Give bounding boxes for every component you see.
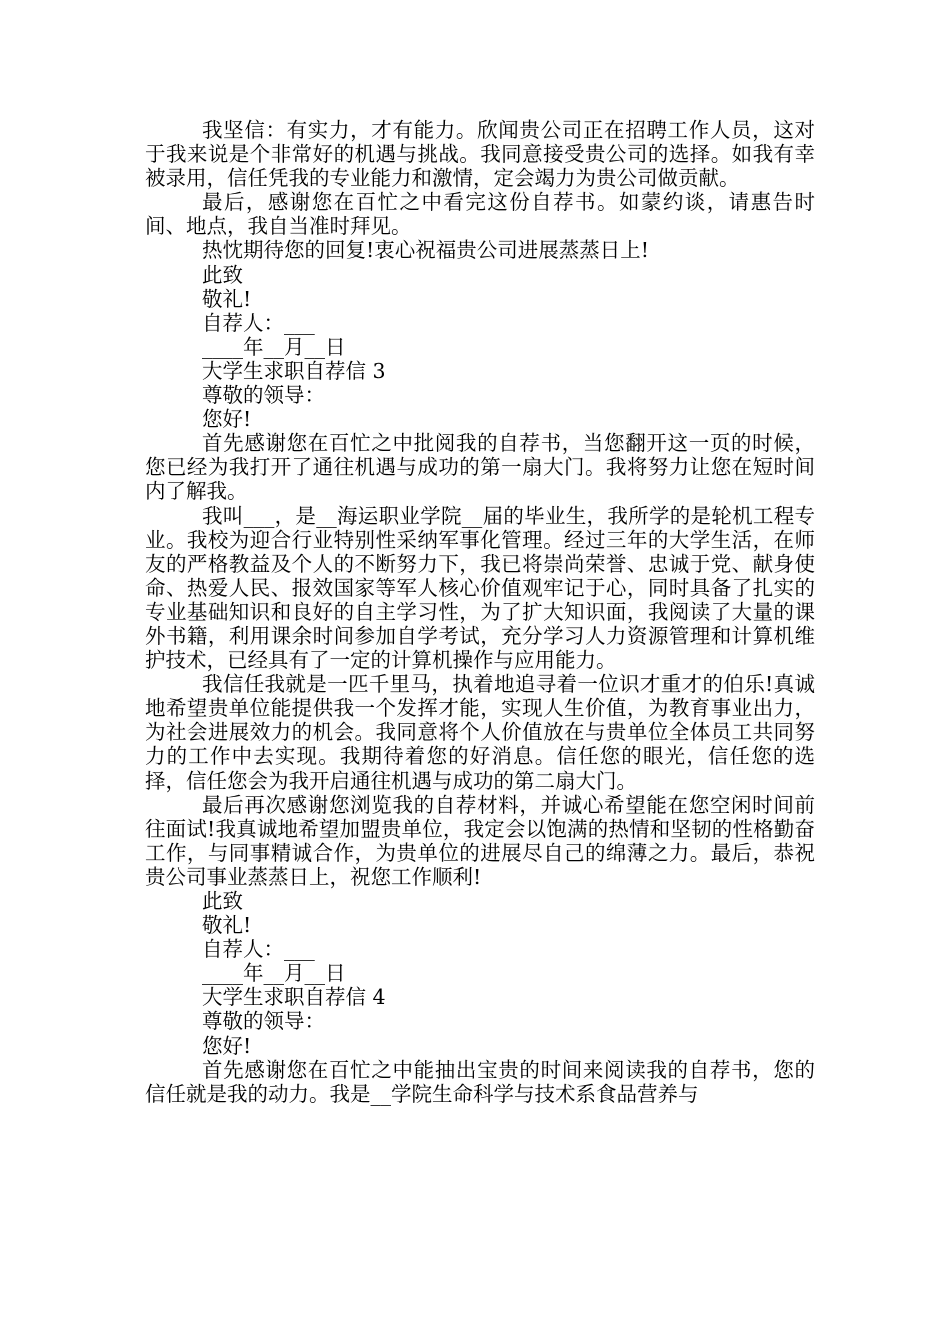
paragraph: 最后再次感谢您浏览我的自荐材料，并诚心希望能在您空闲时间前往面试!我真诚地希望加盟贵单位，我定会以饱满的热情和坚韧的性格勤奋工作，与同事精诚合作，为贵单位的进展尽自己的绵薄之力。最后，恭祝贵公司事业蒸蒸日上，祝您工作顺利! bbox=[145, 792, 815, 889]
document-body bbox=[145, 118, 815, 1106]
greeting: 您好! bbox=[202, 407, 252, 432]
date-line: ____年__月__日 bbox=[202, 334, 346, 359]
greeting: 尊敬的领导： bbox=[202, 1009, 325, 1034]
greeting: 尊敬的领导： bbox=[202, 383, 325, 408]
paragraph: 首先感谢您在百忙之中批阅我的自荐书，当您翻开这一页的时候，您已经为我打开了通往机遇与成功的第一扇大门。我将努力让您在短时间内了解我。 bbox=[145, 431, 815, 504]
signature-line: 自荐人：___ bbox=[202, 937, 315, 962]
paragraph: 最后，感谢您在百忙之中看完这份自荐书。如蒙约谈，请惠告时间、地点，我自当准时拜见。 bbox=[145, 190, 815, 239]
section-heading: 大学生求职自荐信 3 bbox=[202, 358, 386, 383]
paragraph: 我叫___，是__海运职业学院__届的毕业生，我所学的是轮机工程专业。我校为迎合行业特别性采纳军事化管理。经过三年的大学生活，在师友的严格教益及个人的不断努力下，我已将崇尚荣誉、忠诚于党、献身使命、热爱人民、报效国家等军人核心价值观牢记于心，同时具备了扎实的专业基础知识和良好的自主学习性，为了扩大知识面，我阅读了大量的课外书籍，利用课余时间参加自学考试，充分学习人力资源管理和计算机维护技术，已经具有了一定的计算机操作与应用能力。 bbox=[145, 503, 815, 673]
paragraph: 首先感谢您在百忙之中能抽出宝贵的时间来阅读我的自荐书，您的信任就是我的动力。我是__学院生命科学与技术系食品营养与 bbox=[145, 1057, 815, 1106]
section-heading: 大学生求职自荐信 4 bbox=[202, 985, 386, 1010]
paragraph: 我坚信：有实力，才有能力。欣闻贵公司正在招聘工作人员，这对于我来说是个非常好的机遇与挑战。我同意接受贵公司的选择。如我有幸被录用，信任凭我的专业能力和激情，定会竭力为贵公司做贡献。 bbox=[145, 118, 815, 191]
closing-line: 此致 bbox=[202, 262, 243, 287]
date-line: ____年__月__日 bbox=[202, 961, 346, 986]
salutation-line: 敬礼! bbox=[202, 286, 252, 311]
closing-line: 此致 bbox=[202, 889, 243, 913]
paragraph: 我信任我就是一匹千里马，执着地追寻着一位识才重才的伯乐!真诚地希望贵单位能提供我一个发挥才能，实现人生价值，为教育事业出力，为社会进展效力的机会。我同意将个人价值放在与贵单位全体员工共同努力的工作中去实现。我期待着您的好消息。信任您的眼光，信任您的选择，信任您会为我开启通往机遇与成功的第二扇大门。 bbox=[145, 672, 815, 793]
paragraph: 热忱期待您的回复!衷心祝福贵公司进展蒸蒸日上! bbox=[202, 238, 649, 263]
salutation-line: 敬礼! bbox=[202, 913, 252, 938]
signature-line: 自荐人：___ bbox=[202, 310, 315, 335]
greeting: 您好! bbox=[202, 1033, 252, 1058]
